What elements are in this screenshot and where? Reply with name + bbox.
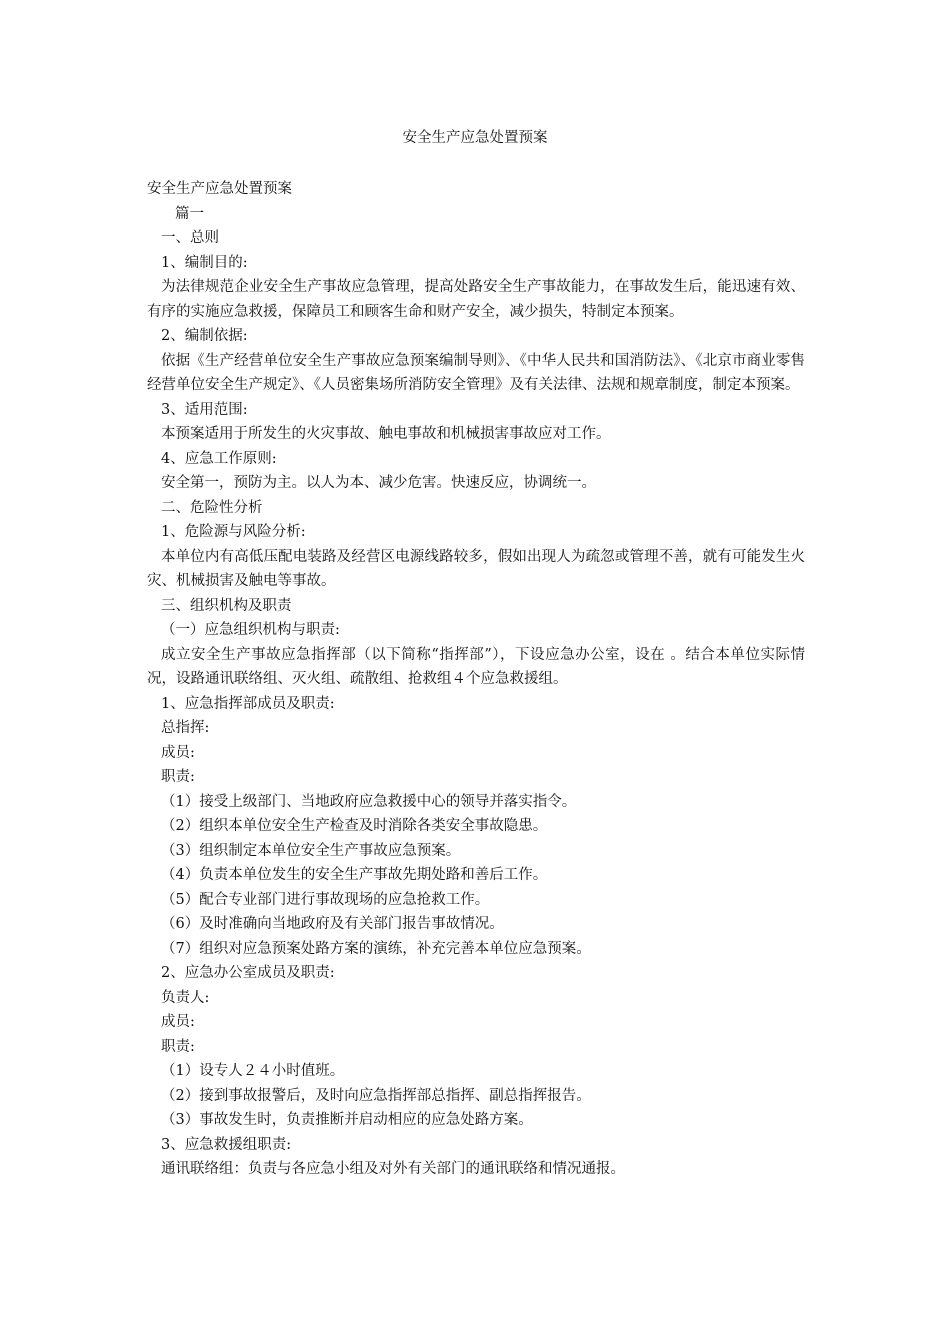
body-line: （3）组织制定本单位安全生产事故应急预案。 xyxy=(161,842,461,859)
body-line: （1）接受上级部门、当地政府应急救援中心的领导并落实指令。 xyxy=(161,793,577,810)
body-line: （3）事故发生时，负责推断并启动相应的应急处路方案。 xyxy=(161,1112,533,1128)
body-line: （6）及时准确向当地政府及有关部门报告事故情况。 xyxy=(161,916,504,932)
body-line: 安全第一，预防为主。以人为本、减少危害。快速反应，协调统一。 xyxy=(161,475,596,491)
body-line: 3、应急救援组职责: xyxy=(161,1136,292,1153)
body-line: 成员: xyxy=(161,1014,195,1030)
body-line: 安全生产应急处置预案 xyxy=(147,181,292,197)
body-line: 3、适用范围: xyxy=(161,401,248,418)
body-line: （2）组织本单位安全生产检查及时消除各类安全事故隐患。 xyxy=(161,818,548,834)
body-line: 2、应急办公室成员及职责: xyxy=(161,965,335,981)
body-line: （一）应急组织机构与职责: xyxy=(161,622,340,638)
body-line: （7）组织对应急预案处路方案的演练，补充完善本单位应急预案。 xyxy=(161,940,591,957)
body-line: 职责: xyxy=(161,1038,195,1055)
body-line: 成员: xyxy=(161,744,195,761)
body-paragraph: 为法律规范企业安全生产事故应急管理，提高处路安全生产事故能力，在事故发生后，能迅速有效、有序的实施应急救援，保障员工和顾客生命和财产安全，减少损失，特制定本预案。 xyxy=(147,279,805,320)
body-line: （2）接到事故报警后，及时向应急指挥部总指挥、副总指挥报告。 xyxy=(161,1087,591,1104)
body-line: （1）设专人２４小时值班。 xyxy=(161,1063,345,1079)
body-line: 篇一 xyxy=(175,205,204,222)
body-line: 通讯联络组：负责与各应急小组及对外有关部门的通讯联络和情况通报。 xyxy=(161,1161,625,1177)
body-line: （4）负责本单位发生的安全生产事故先期处路和善后工作。 xyxy=(161,867,548,883)
body-line: 1、危险源与风险分析: xyxy=(161,524,306,540)
body-line: 职责: xyxy=(161,769,195,785)
body-paragraph: 本单位内有高低压配电装路及经营区电源线路较多，假如出现人为疏忽或管理不善，就有可能发生火灾、机械损害及触电等事故。 xyxy=(147,548,805,589)
document-title: 安全生产应急处置预案 xyxy=(402,130,548,146)
body-line: （5）配合专业部门进行事故现场的应急抢救工作。 xyxy=(161,891,490,908)
body-line: 二、危险性分析 xyxy=(161,499,263,516)
body-line: 本预案适用于所发生的火灾事故、触电事故和机械损害事故应对工作。 xyxy=(161,426,611,442)
body-line: 4、应急工作原则: xyxy=(161,450,277,467)
body-line: 1、编制目的: xyxy=(161,254,248,271)
body-line: 三、组织机构及职责 xyxy=(161,597,292,614)
body-line: 1、应急指挥部成员及职责: xyxy=(161,695,335,712)
document-body xyxy=(147,177,805,1182)
body-line: 负责人: xyxy=(161,989,210,1006)
body-paragraph: 依据《生产经营单位安全生产事故应急预案编制导则》、《中华人民共和国消防法》、《北京市商业零售经营单位安全生产规定》、《人员密集场所消防安全管理》及有关法律、法规和规章制度，制定本预案。 xyxy=(147,352,805,393)
body-paragraph: 成立安全生产事故应急指挥部（以下简称“指挥部”），下设应急办公室，设在 。结合本单位实际情况，设路通讯联络组、灭火组、疏散组、抢救组４个应急救援组。 xyxy=(147,646,805,687)
body-line: 一、总则 xyxy=(161,230,219,246)
body-line: 2、编制依据: xyxy=(161,328,248,344)
body-line: 总指挥: xyxy=(161,720,210,736)
